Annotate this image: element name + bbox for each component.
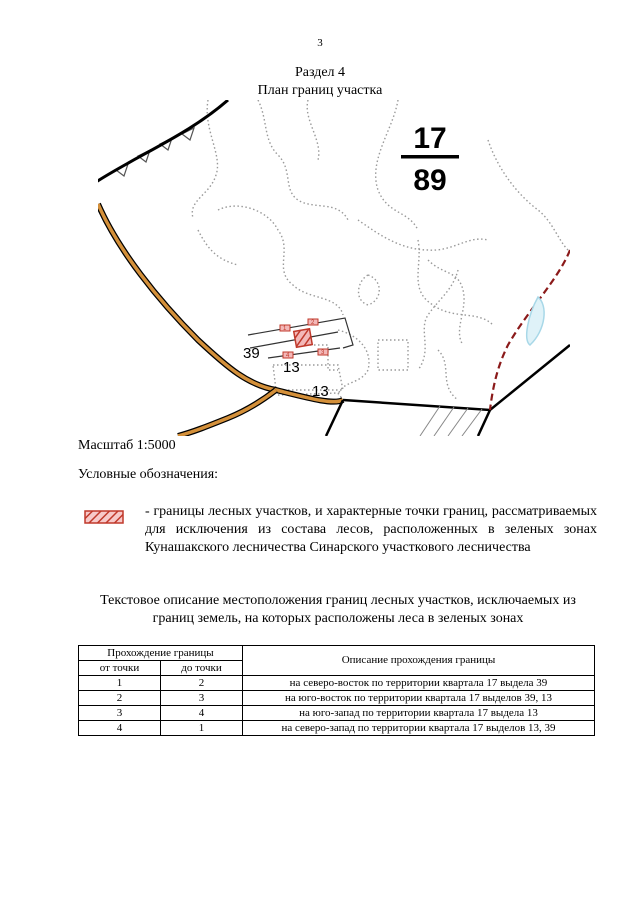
road — [98, 204, 343, 436]
fraction-line — [401, 155, 459, 159]
header-from-point: от точки — [79, 661, 161, 676]
cell-from: 3 — [79, 706, 161, 721]
header-passage: Прохождение границы — [79, 646, 243, 661]
point-1-label: 1 — [283, 326, 287, 332]
quarter-number: 17 — [413, 122, 447, 155]
legend-hatch-swatch — [84, 510, 124, 524]
scale-label: Масштаб 1:5000 — [78, 438, 176, 453]
cell-from: 4 — [79, 721, 161, 736]
cell-to: 2 — [161, 676, 243, 691]
table-row — [79, 706, 595, 721]
water-body — [527, 297, 544, 345]
section-label: Раздел 4 — [294, 65, 346, 80]
hatched-area — [420, 406, 482, 436]
table-row — [79, 676, 595, 691]
plan-title: План границ участка — [257, 83, 383, 98]
boundary-table — [78, 645, 595, 736]
legend-description: - границы лесных участков, и характерные точки границ, рассматриваемых для исключения из состава лесов, расположенных в зеленых зонах Кунашакского лесничества Синарского участкового лесничества — [145, 504, 597, 555]
plot-label-13b: 13 — [312, 383, 329, 400]
point-3-label: 3 — [321, 350, 325, 356]
cell-from: 1 — [79, 676, 161, 691]
header-description: Описание прохождения границы — [243, 646, 595, 676]
plot-label-13a: 13 — [283, 359, 300, 376]
section-title — [0, 64, 640, 100]
lower-boundary-lines — [326, 345, 570, 436]
cell-desc: на юго-запад по территории квартала 17 выдела 13 — [243, 706, 595, 721]
legend-title: Условные обозначения: — [78, 467, 219, 482]
table-header-row — [79, 646, 595, 661]
quarter-area: 89 — [413, 164, 447, 197]
cell-desc: на юго-восток по территории квартала 17 выделов 39, 13 — [243, 691, 595, 706]
selected-plot — [294, 329, 313, 348]
boundary-plan-map — [98, 100, 570, 436]
cell-desc: на северо-запад по территории квартала 17 выделов 13, 39 — [243, 721, 595, 736]
table-row — [79, 691, 595, 706]
cell-to: 1 — [161, 721, 243, 736]
point-4-label: 4 — [286, 353, 290, 359]
cell-desc: на северо-восток по территории квартала 17 выдела 39 — [243, 676, 595, 691]
table-row — [79, 721, 595, 736]
point-2-label: 2 — [311, 320, 315, 326]
triangle-symbols — [116, 128, 194, 176]
plot-label-39: 39 — [243, 345, 260, 362]
upper-boundary-line — [98, 100, 228, 182]
cell-from: 2 — [79, 691, 161, 706]
cell-to: 4 — [161, 706, 243, 721]
description-heading: Текстовое описание местоположения границ лесных участков, исключаемых из границ земель, на которых расположены леса в зеленых зонах — [100, 593, 576, 626]
page-number: 3 — [317, 37, 323, 49]
cell-to: 3 — [161, 691, 243, 706]
header-to-point: до точки — [161, 661, 243, 676]
